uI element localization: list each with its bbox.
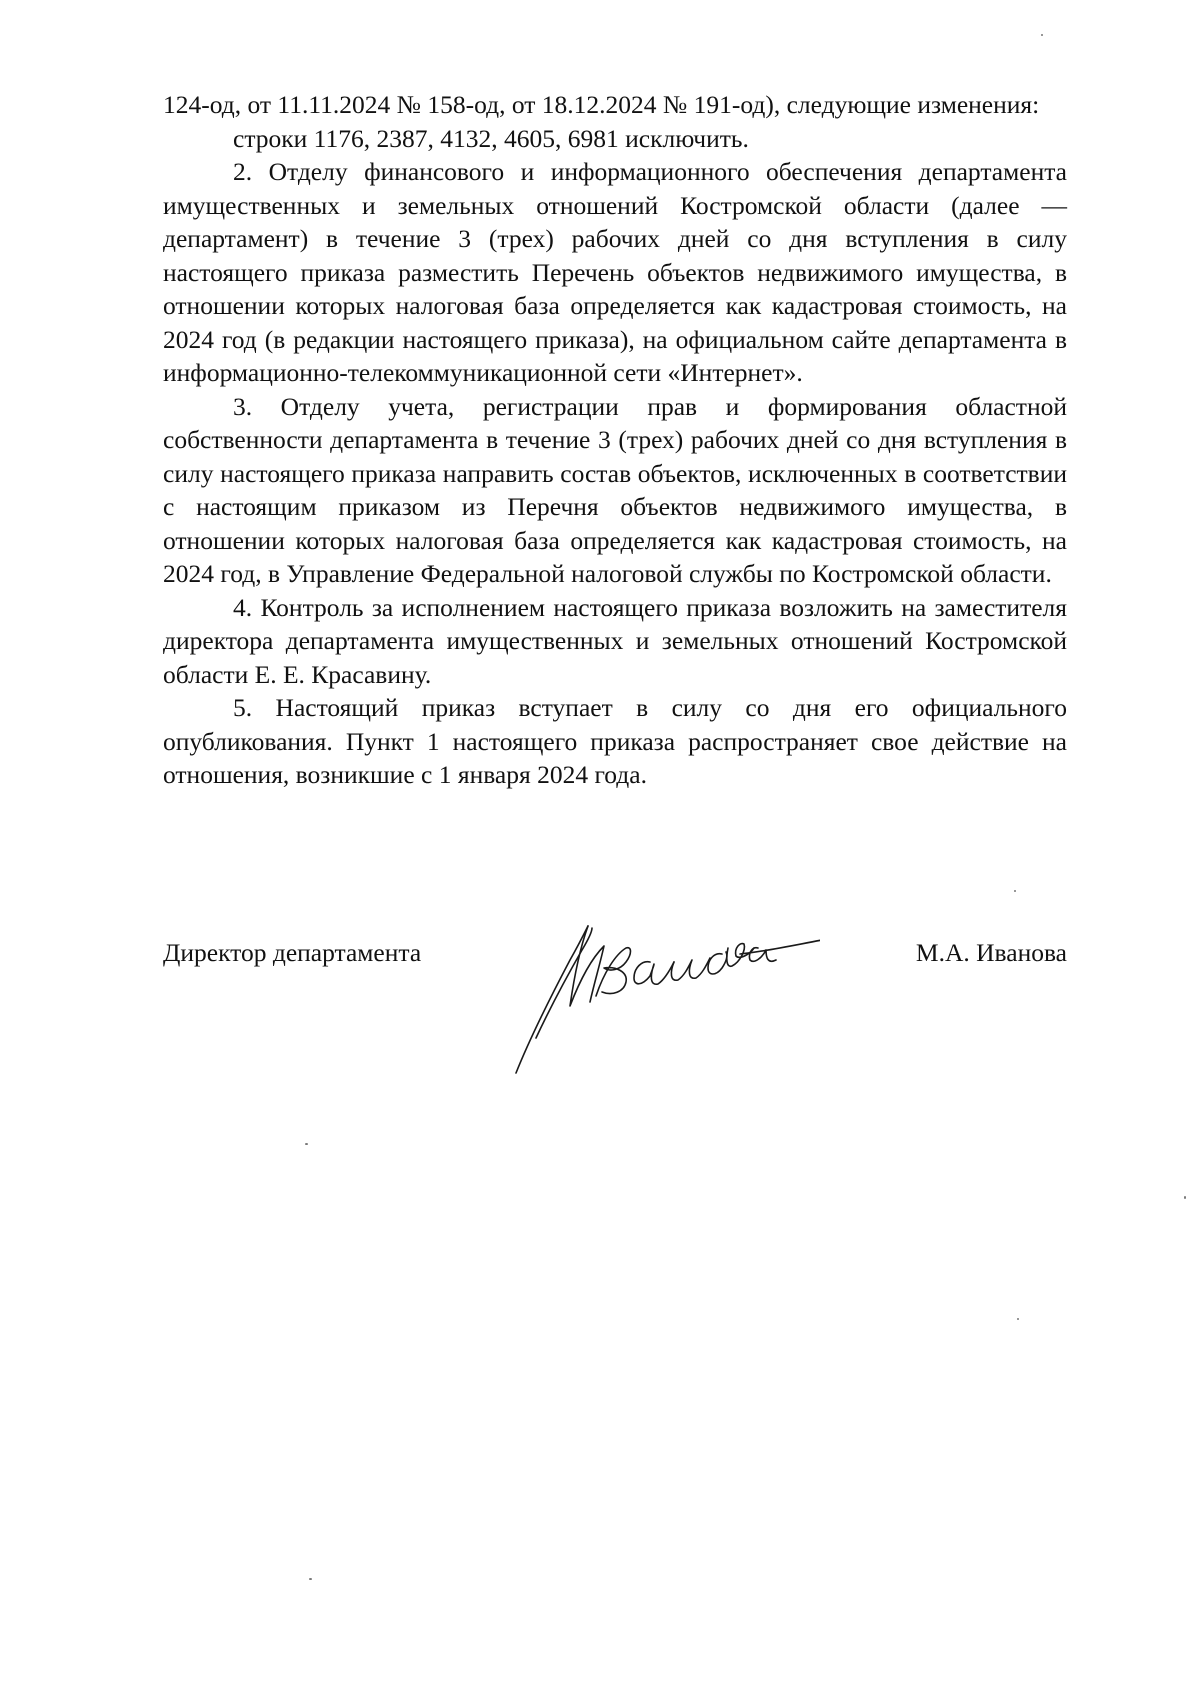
handwritten-signature — [500, 888, 820, 1078]
signatory-title: Директор департамента — [163, 938, 422, 967]
signatory-name: М.А. Иванова — [915, 938, 1067, 967]
paragraph-lines-excluded: строки 1176, 2387, 4132, 4605, 6981 исключить. — [233, 123, 749, 153]
scan-speck — [305, 1143, 308, 1145]
paragraph-item-4: 4. Контроль за исполнением настоящего приказа возложить на заместителя директора департамента имущественных и земельных отношений Костромской области Е. Е. Красавину. — [163, 592, 1067, 689]
scan-speck — [1041, 34, 1043, 36]
scan-speck — [1017, 1318, 1019, 1320]
paragraph-item-3: 3. Отделу учета, регистрации прав и формирования областной собственности департамента в течение 3 (трех) рабочих дней со дня вступления в силу настоящего приказа направить состав объектов, исключенных в соответствии с настоящим приказом из Перечня объектов недвижимого имущества, в отношении которых налоговая база определяется как кадастровая стоимость, на 2024 год, в Управление Федеральной налоговой службы по Костромской области. — [163, 391, 1067, 588]
scan-speck — [1184, 1196, 1186, 1199]
document-body — [163, 88, 1067, 792]
paragraph-item-2: 2. Отделу финансового и информационного обеспечения департамента имущественных и земельных отношений Костромской области (далее — департамент) в течение 3 (трех) рабочих дней со дня вступления в силу настоящего приказа разместить Перечень объектов недвижимого имущества, в отношении которых налоговая база определяется как кадастровая стоимость, на 2024 год (в редакции настоящего приказа), на официальном сайте департамента в информационно-телекоммуникационной сети «Интернет». — [163, 157, 1067, 387]
paragraph-item-5: 5. Настоящий приказ вступает в силу со дня его официального опубликования. Пункт 1 настоящего приказа распространяет свое действие на отношения, возникшие с 1 января 2024 года. — [163, 693, 1067, 789]
paragraph-continuation: 124-од, от 11.11.2024 № 158-од, от 18.12.2024 № 191-од), следующие изменения: — [163, 90, 1040, 119]
scan-speck — [1014, 890, 1016, 892]
scan-speck — [309, 1578, 312, 1580]
